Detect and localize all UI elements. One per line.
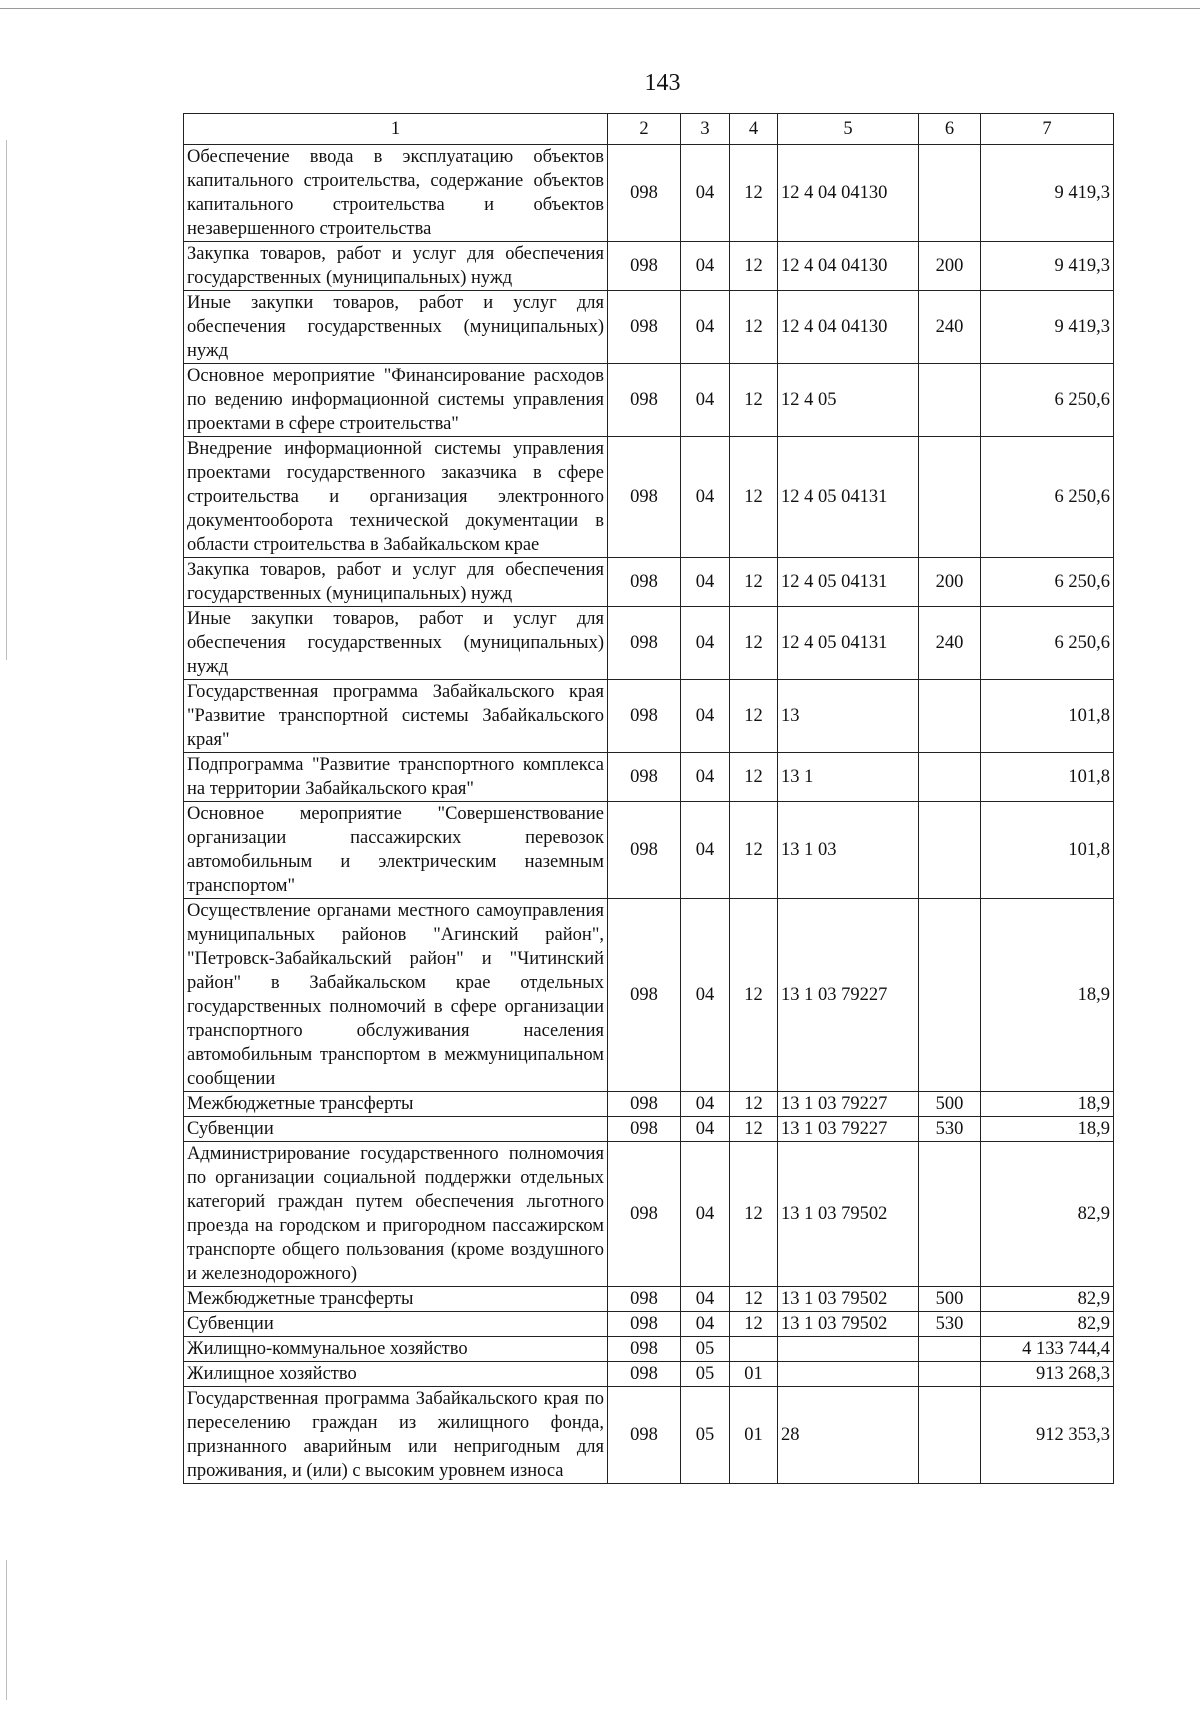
- ministry-code-cell: 098: [608, 1387, 681, 1484]
- target-article-cell: 12 4 05 04131: [778, 437, 919, 558]
- expense-type-cell: [919, 899, 981, 1092]
- target-article-cell: 13: [778, 680, 919, 753]
- ministry-code-cell: 098: [608, 680, 681, 753]
- amount-cell: 6 250,6: [981, 364, 1114, 437]
- expense-name-cell: Внедрение информационной системы управления проектами государственного заказчика в сфере строительства и организация электронного документооборота технической документации в области строительства в Забайкальском крае: [184, 437, 608, 558]
- section-code-cell: 04: [681, 291, 730, 364]
- expense-name-cell: Субвенции: [184, 1312, 608, 1337]
- amount-cell: 101,8: [981, 680, 1114, 753]
- target-article-cell: 12 4 04 04130: [778, 242, 919, 291]
- expense-type-cell: 500: [919, 1092, 981, 1117]
- subsection-code-cell: 12: [730, 1142, 778, 1287]
- ministry-code-cell: 098: [608, 1287, 681, 1312]
- expense-name-cell: Жилищное хозяйство: [184, 1362, 608, 1387]
- ministry-code-cell: 098: [608, 1092, 681, 1117]
- ministry-code-cell: 098: [608, 1362, 681, 1387]
- target-article-cell: [778, 1337, 919, 1362]
- column-header: 1: [184, 114, 608, 145]
- expense-name-cell: Жилищно-коммунальное хозяйство: [184, 1337, 608, 1362]
- amount-cell: 6 250,6: [981, 437, 1114, 558]
- expense-type-cell: [919, 1387, 981, 1484]
- section-code-cell: 04: [681, 1287, 730, 1312]
- table-row: [184, 753, 1114, 802]
- margin-scan-mark: [6, 1560, 7, 1700]
- header-row: [184, 114, 1114, 145]
- target-article-cell: 12 4 05 04131: [778, 558, 919, 607]
- amount-cell: 82,9: [981, 1287, 1114, 1312]
- expense-name-cell: Государственная программа Забайкальского края по переселению граждан из жилищного фонда, признанного аварийным или непригодным для проживания, и (или) с высоким уровнем износа: [184, 1387, 608, 1484]
- section-code-cell: 04: [681, 753, 730, 802]
- expense-name-cell: Иные закупки товаров, работ и услуг для обеспечения государственных (муниципальных) нужд: [184, 291, 608, 364]
- subsection-code-cell: 01: [730, 1362, 778, 1387]
- expense-name-cell: Основное мероприятие "Финансирование расходов по ведению информационной системы управления проектами в сфере строительства": [184, 364, 608, 437]
- table-row: [184, 1117, 1114, 1142]
- expense-type-cell: [919, 364, 981, 437]
- expense-type-cell: 200: [919, 242, 981, 291]
- ministry-code-cell: 098: [608, 242, 681, 291]
- amount-cell: 9 419,3: [981, 145, 1114, 242]
- expense-type-cell: [919, 1362, 981, 1387]
- amount-cell: 913 268,3: [981, 1362, 1114, 1387]
- target-article-cell: 13 1 03: [778, 802, 919, 899]
- subsection-code-cell: 12: [730, 607, 778, 680]
- ministry-code-cell: 098: [608, 558, 681, 607]
- amount-cell: 82,9: [981, 1142, 1114, 1287]
- subsection-code-cell: [730, 1337, 778, 1362]
- subsection-code-cell: 12: [730, 1117, 778, 1142]
- expense-type-cell: [919, 753, 981, 802]
- amount-cell: 9 419,3: [981, 242, 1114, 291]
- amount-cell: 18,9: [981, 1092, 1114, 1117]
- amount-cell: 912 353,3: [981, 1387, 1114, 1484]
- section-code-cell: 04: [681, 1117, 730, 1142]
- section-code-cell: 05: [681, 1362, 730, 1387]
- section-code-cell: 04: [681, 607, 730, 680]
- expense-name-cell: Межбюджетные трансферты: [184, 1092, 608, 1117]
- table-row: [184, 437, 1114, 558]
- section-code-cell: 04: [681, 899, 730, 1092]
- ministry-code-cell: 098: [608, 291, 681, 364]
- subsection-code-cell: 12: [730, 437, 778, 558]
- table-row: [184, 1337, 1114, 1362]
- expense-type-cell: [919, 680, 981, 753]
- column-header: 3: [681, 114, 730, 145]
- amount-cell: 4 133 744,4: [981, 1337, 1114, 1362]
- target-article-cell: [778, 1362, 919, 1387]
- subsection-code-cell: 12: [730, 753, 778, 802]
- target-article-cell: 12 4 05: [778, 364, 919, 437]
- amount-cell: 6 250,6: [981, 558, 1114, 607]
- column-header: 7: [981, 114, 1114, 145]
- expense-type-cell: 530: [919, 1117, 981, 1142]
- expense-name-cell: Межбюджетные трансферты: [184, 1287, 608, 1312]
- section-code-cell: 04: [681, 680, 730, 753]
- amount-cell: 101,8: [981, 802, 1114, 899]
- expense-name-cell: Основное мероприятие "Совершенствование организации пассажирских перевозок автомобильным и электрическим наземным транспортом": [184, 802, 608, 899]
- target-article-cell: 12 4 05 04131: [778, 607, 919, 680]
- table-row: [184, 291, 1114, 364]
- target-article-cell: 13 1 03 79502: [778, 1287, 919, 1312]
- expense-name-cell: Иные закупки товаров, работ и услуг для обеспечения государственных (муниципальных) нужд: [184, 607, 608, 680]
- table-row: [184, 680, 1114, 753]
- column-header: 2: [608, 114, 681, 145]
- page-number: 143: [644, 70, 681, 96]
- expense-name-cell: Закупка товаров, работ и услуг для обеспечения государственных (муниципальных) нужд: [184, 242, 608, 291]
- section-code-cell: 04: [681, 145, 730, 242]
- table-row: [184, 607, 1114, 680]
- section-code-cell: 04: [681, 558, 730, 607]
- page-top-edge: [0, 8, 1200, 9]
- column-header: 6: [919, 114, 981, 145]
- subsection-code-cell: 01: [730, 1387, 778, 1484]
- column-header: 5: [778, 114, 919, 145]
- expense-name-cell: Государственная программа Забайкальского края "Развитие транспортной системы Забайкальского края": [184, 680, 608, 753]
- section-code-cell: 04: [681, 1312, 730, 1337]
- table-row: [184, 899, 1114, 1092]
- subsection-code-cell: 12: [730, 364, 778, 437]
- subsection-code-cell: 12: [730, 1092, 778, 1117]
- expense-type-cell: [919, 1337, 981, 1362]
- table-row: [184, 145, 1114, 242]
- table-row: [184, 1092, 1114, 1117]
- expense-type-cell: [919, 437, 981, 558]
- expense-type-cell: [919, 802, 981, 899]
- target-article-cell: 13 1 03 79227: [778, 1117, 919, 1142]
- section-code-cell: 04: [681, 802, 730, 899]
- target-article-cell: 12 4 04 04130: [778, 145, 919, 242]
- table-row: [184, 1387, 1114, 1484]
- expense-type-cell: 500: [919, 1287, 981, 1312]
- section-code-cell: 04: [681, 242, 730, 291]
- amount-cell: 6 250,6: [981, 607, 1114, 680]
- budget-table: [183, 113, 1114, 1484]
- amount-cell: 101,8: [981, 753, 1114, 802]
- ministry-code-cell: 098: [608, 145, 681, 242]
- expense-type-cell: [919, 145, 981, 242]
- subsection-code-cell: 12: [730, 680, 778, 753]
- expense-name-cell: Администрирование государственного полномочия по организации социальной поддержки отдельных категорий граждан путем обеспечения льготного проезда на городском и пригородном пассажирском транспорте общего пользования (кроме воздушного и железнодорожного): [184, 1142, 608, 1287]
- table-row: [184, 1287, 1114, 1312]
- section-code-cell: 05: [681, 1337, 730, 1362]
- column-header: 4: [730, 114, 778, 145]
- subsection-code-cell: 12: [730, 145, 778, 242]
- table-row: [184, 558, 1114, 607]
- amount-cell: 82,9: [981, 1312, 1114, 1337]
- subsection-code-cell: 12: [730, 802, 778, 899]
- ministry-code-cell: 098: [608, 1117, 681, 1142]
- section-code-cell: 04: [681, 1142, 730, 1287]
- subsection-code-cell: 12: [730, 1312, 778, 1337]
- target-article-cell: 13 1: [778, 753, 919, 802]
- expense-type-cell: 240: [919, 607, 981, 680]
- amount-cell: 18,9: [981, 1117, 1114, 1142]
- subsection-code-cell: 12: [730, 291, 778, 364]
- table-row: [184, 1312, 1114, 1337]
- section-code-cell: 04: [681, 364, 730, 437]
- expense-type-cell: 240: [919, 291, 981, 364]
- ministry-code-cell: 098: [608, 437, 681, 558]
- ministry-code-cell: 098: [608, 802, 681, 899]
- amount-cell: 18,9: [981, 899, 1114, 1092]
- ministry-code-cell: 098: [608, 364, 681, 437]
- table-row: [184, 802, 1114, 899]
- target-article-cell: 28: [778, 1387, 919, 1484]
- table-row: [184, 1142, 1114, 1287]
- expense-type-cell: [919, 1142, 981, 1287]
- ministry-code-cell: 098: [608, 1337, 681, 1362]
- target-article-cell: 13 1 03 79502: [778, 1312, 919, 1337]
- table-row: [184, 242, 1114, 291]
- subsection-code-cell: 12: [730, 558, 778, 607]
- expense-type-cell: 200: [919, 558, 981, 607]
- expense-type-cell: 530: [919, 1312, 981, 1337]
- table-row: [184, 364, 1114, 437]
- expense-name-cell: Подпрограмма "Развитие транспортного комплекса на территории Забайкальского края": [184, 753, 608, 802]
- target-article-cell: 12 4 04 04130: [778, 291, 919, 364]
- expense-name-cell: Закупка товаров, работ и услуг для обеспечения государственных (муниципальных) нужд: [184, 558, 608, 607]
- ministry-code-cell: 098: [608, 753, 681, 802]
- ministry-code-cell: 098: [608, 899, 681, 1092]
- section-code-cell: 05: [681, 1387, 730, 1484]
- amount-cell: 9 419,3: [981, 291, 1114, 364]
- ministry-code-cell: 098: [608, 1142, 681, 1287]
- subsection-code-cell: 12: [730, 242, 778, 291]
- ministry-code-cell: 098: [608, 1312, 681, 1337]
- table-row: [184, 1362, 1114, 1387]
- margin-scan-mark: [6, 140, 7, 660]
- section-code-cell: 04: [681, 1092, 730, 1117]
- expense-name-cell: Осуществление органами местного самоуправления муниципальных районов "Агинский район", "Петровск-Забайкальский район" и "Читинский район" в Забайкальском крае отдельных государственных полномочий в сфере организации транспортного обслуживания населения автомобильным транспортом в межмуниципальном сообщении: [184, 899, 608, 1092]
- expense-name-cell: Субвенции: [184, 1117, 608, 1142]
- ministry-code-cell: 098: [608, 607, 681, 680]
- target-article-cell: 13 1 03 79227: [778, 1092, 919, 1117]
- expense-name-cell: Обеспечение ввода в эксплуатацию объектов капитального строительства, содержание объектов капитального строительства и объектов незавершенного строительства: [184, 145, 608, 242]
- subsection-code-cell: 12: [730, 1287, 778, 1312]
- subsection-code-cell: 12: [730, 899, 778, 1092]
- target-article-cell: 13 1 03 79502: [778, 1142, 919, 1287]
- target-article-cell: 13 1 03 79227: [778, 899, 919, 1092]
- section-code-cell: 04: [681, 437, 730, 558]
